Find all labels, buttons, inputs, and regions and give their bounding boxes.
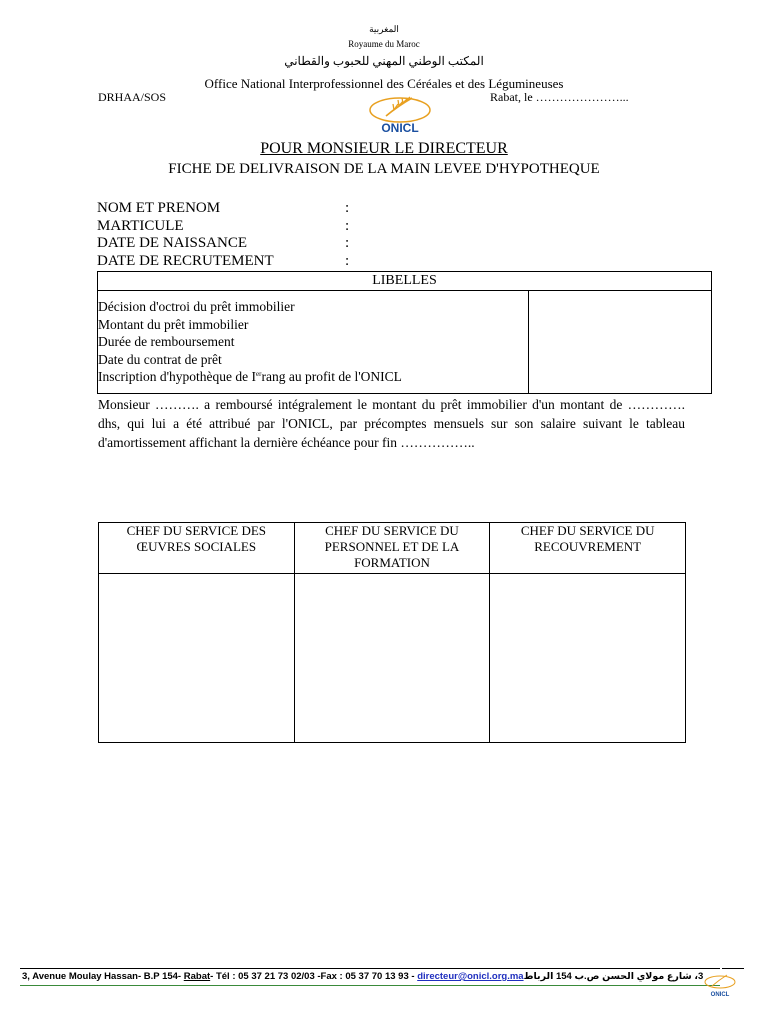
- footer-address-part: - Tél : 05 37 21 73 02/03 -Fax : 05 37 70 13 93 -: [210, 971, 418, 982]
- reference-code: DRHAA/SOS: [98, 90, 167, 104]
- libelle-superscript: er: [256, 370, 262, 378]
- field-colon: :: [345, 200, 350, 216]
- sub-title: FICHE DE DELIVRAISON DE LA MAIN LEVEE D'HYPOTHEQUE: [168, 161, 600, 177]
- field-nom-prenom: [97, 200, 397, 218]
- field-label: NOM ET PRENOM: [97, 200, 221, 216]
- libelles-list: [98, 298, 528, 386]
- libelles-value-column: [528, 290, 529, 394]
- libelle-item: Décision d'octroi du prêt immobilier: [98, 299, 295, 314]
- footer-rule-green: [20, 985, 720, 986]
- office-name-arabic: المكتب الوطني المهني للحبوب والقطاني: [284, 54, 484, 68]
- field-colon: :: [345, 217, 350, 234]
- declaration-paragraph: Monsieur ………. a remboursé intégralement le montant du prêt immobilier d'un montant de …………. dhs, qui lui a été attribué par l'ONICL, par précomptes mensuels sur son salaire suivant le tableau d'amortissement affichant la dernière échéance pour fin ……………..: [98, 397, 685, 450]
- signature-box: [99, 574, 295, 743]
- footer-onicl-logo: [700, 972, 740, 998]
- libelle-item-text: Inscription d'hypothèque de I: [98, 369, 257, 384]
- libelles-header: LIBELLES: [98, 272, 711, 291]
- country-name-arabic: المغربية: [369, 24, 399, 34]
- signature-header: CHEF DU SERVICE DU PERSONNEL ET DE LA FORMATION: [294, 523, 490, 574]
- onicl-logo: [364, 94, 436, 136]
- libelle-item: Durée de remboursement: [98, 334, 235, 349]
- country-name: Royaume du Maroc: [348, 39, 420, 49]
- libelle-item: [98, 368, 528, 386]
- office-name: Office National Interprofessionnel des Céréales et des Légumineuses: [204, 76, 564, 91]
- signature-header: CHEF DU SERVICE DES ŒUVRES SOCIALES: [99, 523, 295, 574]
- signature-box: [490, 574, 686, 743]
- footer-address-arabic: 3، شارع مولاي الحسن ص.ب 154 الرباط: [523, 971, 704, 982]
- libelle-item-text: rang au profit de l'ONICL: [261, 369, 402, 384]
- field-date-naissance: [97, 235, 397, 253]
- field-date-recrutement: [97, 253, 397, 271]
- field-label: MARTICULE: [97, 217, 184, 234]
- libelle-item: Date du contrat de prêt: [98, 351, 222, 367]
- identity-fields: [97, 200, 397, 270]
- libelles-table: [97, 271, 712, 394]
- footer-rule: [20, 968, 720, 969]
- main-title: [0, 140, 768, 158]
- logo-text: ONICL: [381, 121, 419, 135]
- footer-address-part: 3, Avenue Moulay Hassan- B.P 154-: [22, 971, 184, 982]
- field-colon: :: [345, 252, 350, 269]
- signature-header: CHEF DU SERVICE DU RECOUVREMENT: [490, 523, 686, 574]
- footer-logo-text: ONICL: [710, 992, 730, 998]
- footer-city: Rabat: [183, 971, 211, 982]
- footer-rule-right: [722, 968, 744, 969]
- footer-address: [22, 971, 703, 982]
- libelle-item: Montant du prêt immobilier: [98, 316, 249, 332]
- signature-box: [294, 574, 490, 743]
- signature-table: [98, 522, 686, 743]
- field-label: DATE DE RECRUTEMENT: [97, 252, 274, 269]
- field-colon: :: [345, 235, 350, 251]
- footer-email-link[interactable]: directeur@onicl.org.ma: [417, 971, 524, 982]
- place-date: Rabat, le …………………...: [490, 90, 629, 104]
- field-label: DATE DE NAISSANCE: [97, 235, 247, 251]
- main-title-text: POUR MONSIEUR LE DIRECTEUR: [260, 140, 508, 157]
- field-marticule: [97, 218, 397, 236]
